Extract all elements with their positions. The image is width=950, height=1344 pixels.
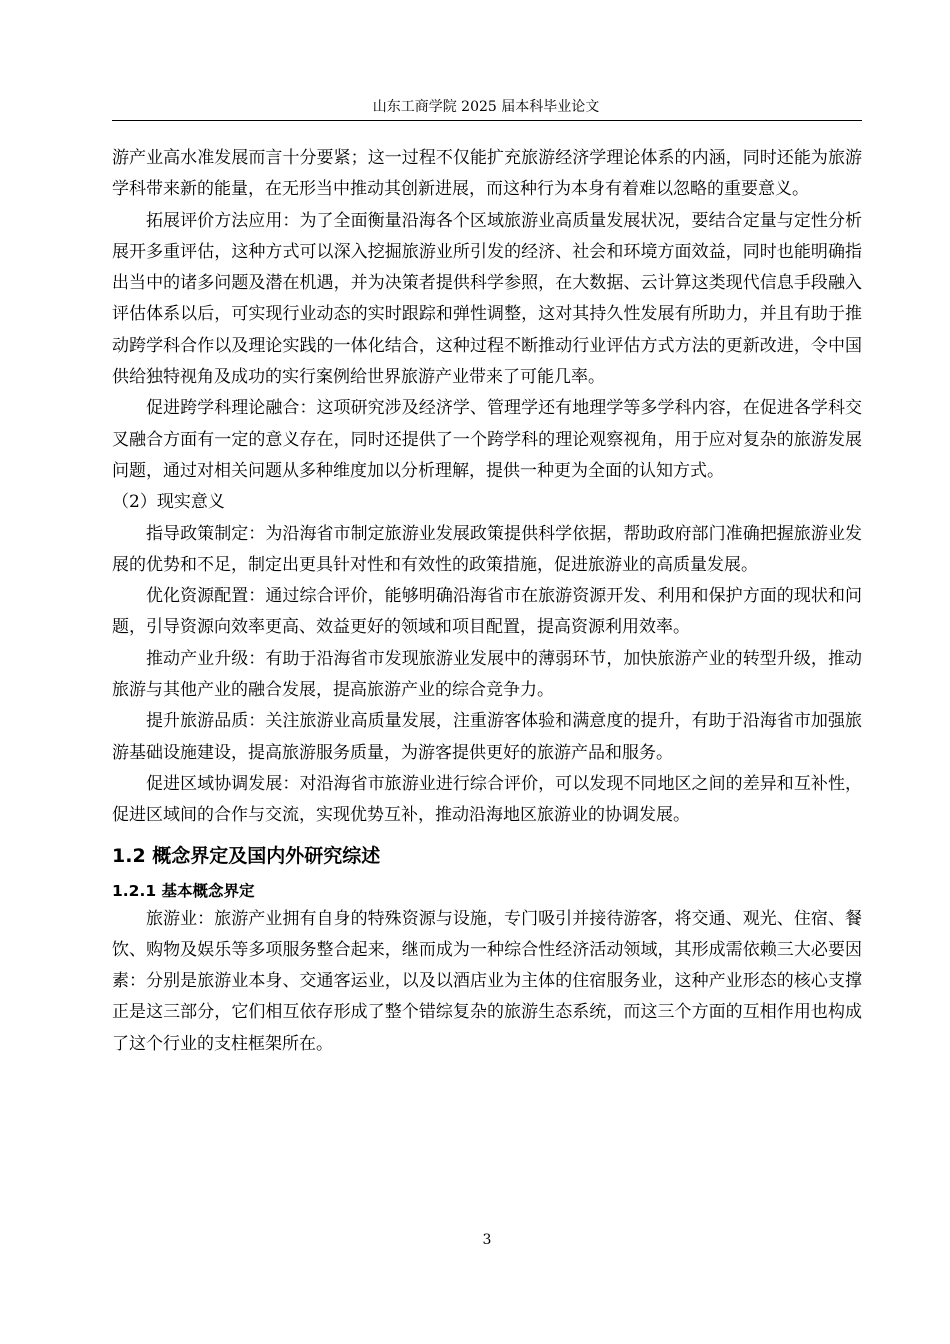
section-heading: 1.2 概念界定及国内外研究综述 [112, 844, 381, 867]
page-body [112, 143, 862, 1060]
paragraph-continuation: 游产业高水准发展而言十分要紧；这一过程不仅能扩充旅游经济学理论体系的内涵，同时还能为旅游学科带来新的能量，在无形当中推动其创新进展，而这种行为本身有着难以忽略的重要意义。 [112, 148, 862, 200]
paragraph-evaluation-methods: 拓展评价方法应用：为了全面衡量沿海各个区域旅游业高质量发展状况，要结合定量与定性分析展开多重评估，这种方式可以深入挖掘旅游业所引发的经济、社会和环境方面效益，同时也能明确指出当中的诸多问题及潜在机遇，并为决策者提供科学参照，在大数据、云计算这类现代信息手段融入评估体系以后，可实现行业动态的实时跟踪和弹性调整，这对其持久性发展有所助力，并且有助于推动跨学科合作以及理论实践的一体化结合，这种过程不断推动行业评估方式方法的更新改进，令中国供给独特视角及成功的实行案例给世界旅游产业带来了可能几率。 [112, 210, 862, 388]
paragraph-regional: 促进区域协调发展：对沿海省市旅游业进行综合评价，可以发现不同地区之间的差异和互补性，促进区域间的合作与交流，实现优势互补，推动沿海地区旅游业的协调发展。 [112, 773, 862, 826]
running-header: 山东工商学院 2025 届本科毕业论文 [372, 99, 600, 115]
paragraph-industry-upgrade: 推动产业升级：有助于沿海省市发现旅游业发展中的薄弱环节，加快旅游产业的转型升级，推动旅游与其他产业的融合发展，提高旅游产业的综合竞争力。 [112, 648, 862, 701]
paragraph-resources: 优化资源配置：通过综合评价，能够明确沿海省市在旅游资源开发、利用和保护方面的现状和问题，引导资源向效率更高、效益更好的领域和项目配置，提高资源利用效率。 [112, 586, 862, 638]
subheading-practical-significance: （2）现实意义 [112, 492, 225, 513]
header-rule [112, 120, 862, 121]
paragraph-interdisciplinary: 促进跨学科理论融合：这项研究涉及经济学、管理学还有地理学等多学科内容，在促进各学科交叉融合方面有一定的意义存在，同时还提供了一个跨学科的理论观察视角，用于应对复杂的旅游发展问题，通过对相关问题从多种维度加以分析理解，提供一种更为全面的认知方式。 [112, 398, 862, 481]
subsection-heading: 1.2.1 基本概念界定 [112, 881, 255, 900]
page-number: 3 [482, 1232, 492, 1248]
paragraph-policy: 指导政策制定：为沿海省市制定旅游业发展政策提供科学依据，帮助政府部门准确把握旅游业发展的优势和不足，制定出更具针对性和有效性的政策措施，促进旅游业的高质量发展。 [112, 523, 862, 575]
paragraph-quality: 提升旅游品质：关注旅游业高质量发展，注重游客体验和满意度的提升，有助于沿海省市加强旅游基础设施建设，提高旅游服务质量，为游客提供更好的旅游产品和服务。 [112, 711, 862, 763]
paragraph-tourism-definition: 旅游业：旅游产业拥有自身的特殊资源与设施，专门吸引并接待游客，将交通、观光、住宿、餐饮、购物及娱乐等多项服务整合起来，继而成为一种综合性经济活动领域，其形成需依赖三大必要因素：分别是旅游业本身、交通客运业，以及以酒店业为主体的住宿服务业，这种产业形态的核心支撑正是这三部分，它们相互依存形成了整个错综复杂的旅游生态系统，而这三个方面的互相作用也构成了这个行业的支柱框架所在。 [112, 908, 862, 1054]
